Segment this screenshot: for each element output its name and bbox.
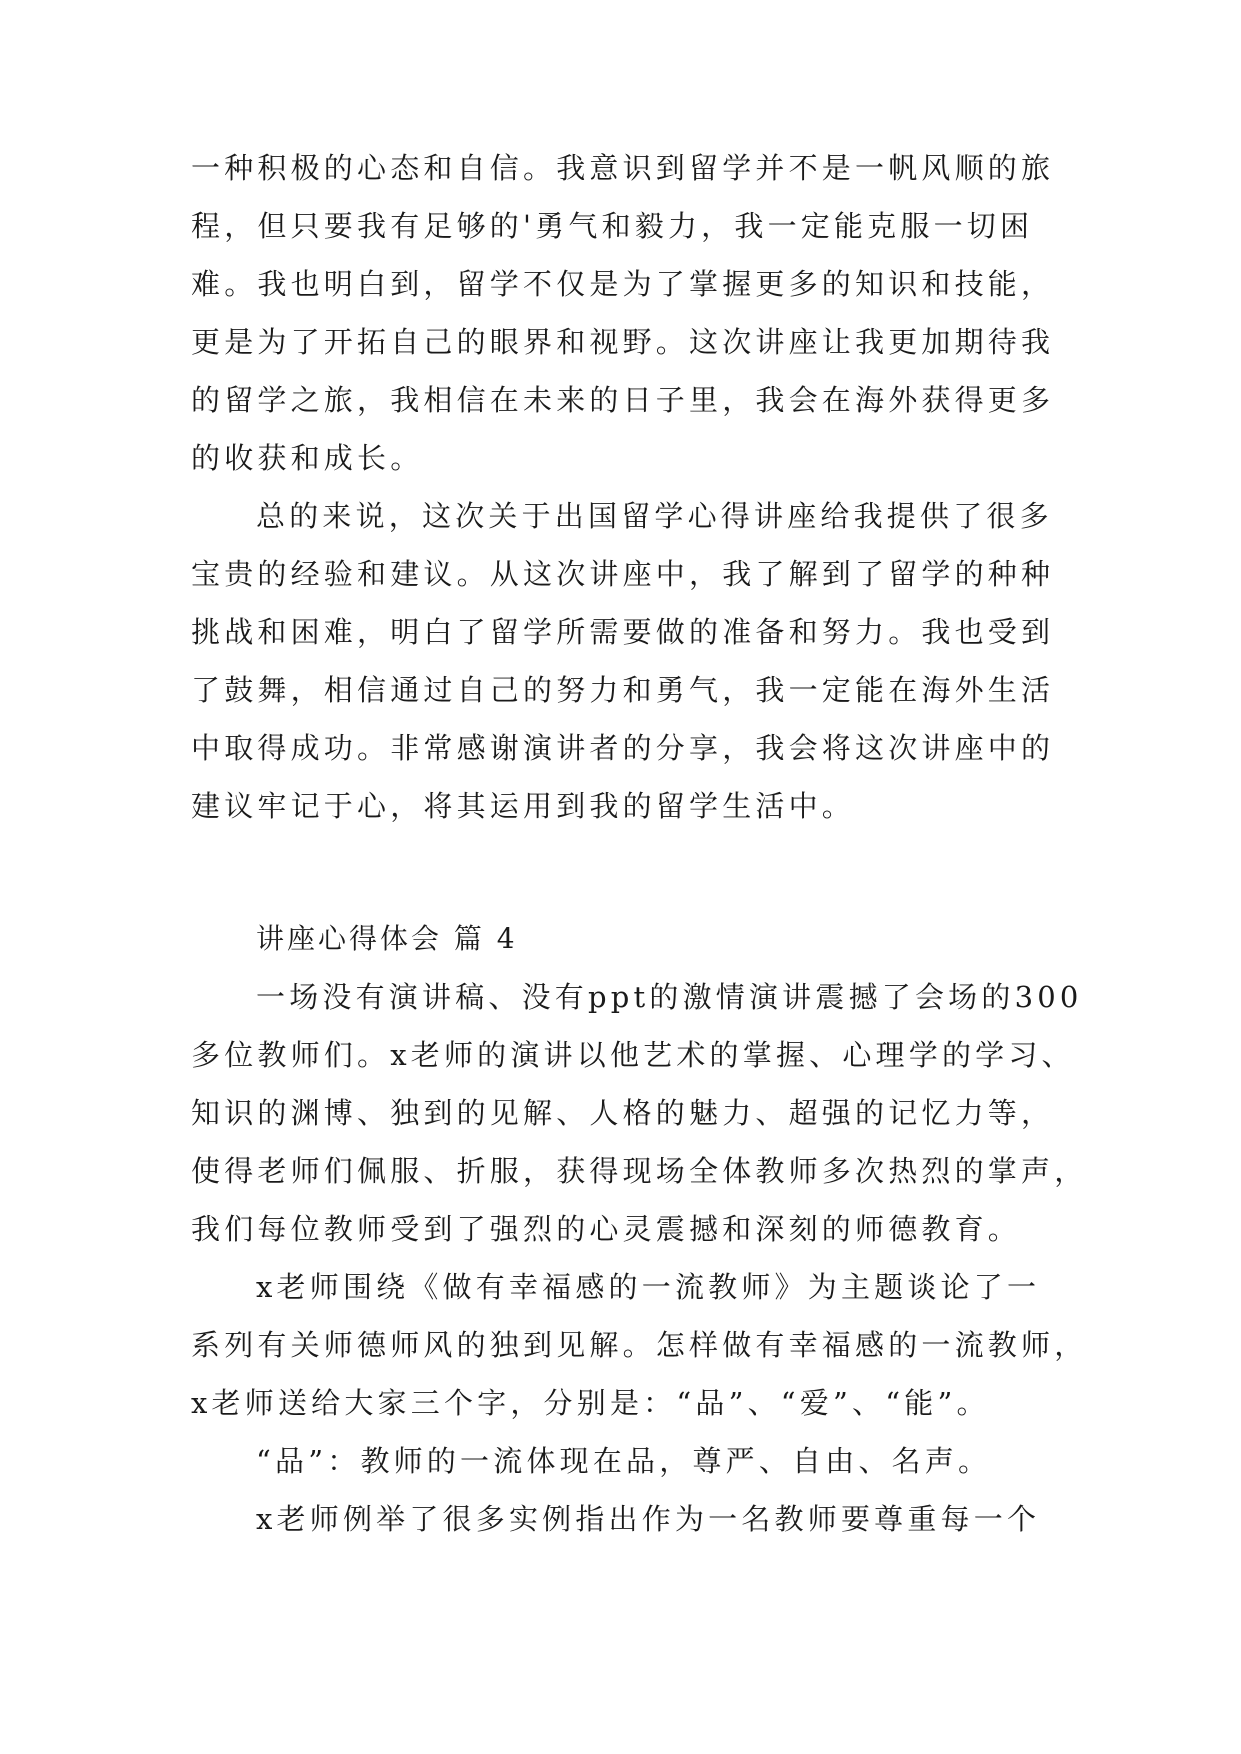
body-text-line: x老师围绕《做有幸福感的一流教师》为主题谈论了一 xyxy=(256,1270,1041,1304)
body-text-line: 建议牢记于心，将其运用到我的留学生活中。 xyxy=(191,789,856,823)
section-title: 讲座心得体会 篇 4 xyxy=(256,922,518,955)
body-text-line: x老师送给大家三个字，分别是：“品”、“爱”、“能”。 xyxy=(191,1386,990,1420)
body-text-line: 多位教师们。x老师的演讲以他艺术的掌握、心理学的学习、 xyxy=(191,1038,1075,1072)
body-text-line: 一场没有演讲稿、没有ppt的激情演讲震撼了会场的300 xyxy=(256,980,1083,1014)
body-text-line: 我们每位教师受到了强烈的心灵震撼和深刻的师德教育。 xyxy=(191,1212,1022,1246)
body-text-line: 的收获和成长。 xyxy=(191,441,424,475)
body-text-line: 一种积极的心态和自信。我意识到留学并不是一帆风顺的旅 xyxy=(191,151,1055,185)
body-text-line: 宝贵的经验和建议。从这次讲座中，我了解到了留学的种种 xyxy=(191,557,1055,591)
body-text-line: 使得老师们佩服、折服，获得现场全体教师多次热烈的掌声， xyxy=(191,1154,1088,1188)
body-text-line: 中取得成功。非常感谢演讲者的分享，我会将这次讲座中的 xyxy=(191,731,1055,765)
body-text-line: 总的来说，这次关于出国留学心得讲座给我提供了很多 xyxy=(256,499,1053,533)
body-text-line: 难。我也明白到，留学不仅是为了掌握更多的知识和技能， xyxy=(191,267,1055,301)
body-text-line: 的留学之旅，我相信在未来的日子里，我会在海外获得更多 xyxy=(191,383,1055,417)
body-text-line: 了鼓舞，相信通过自己的努力和勇气，我一定能在海外生活 xyxy=(191,673,1055,707)
body-text-line: 挑战和困难，明白了留学所需要做的准备和努力。我也受到 xyxy=(191,615,1055,649)
body-text-line: 程，但只要我有足够的'勇气和毅力，我一定能克服一切困 xyxy=(191,209,1034,243)
body-text-line: 更是为了开拓自己的眼界和视野。这次讲座让我更加期待我 xyxy=(191,325,1055,359)
body-text-line: 系列有关师德师风的独到见解。怎样做有幸福感的一流教师， xyxy=(191,1328,1088,1362)
body-text-line: 知识的渊博、独到的见解、人格的魅力、超强的记忆力等， xyxy=(191,1096,1055,1130)
body-text-line: “品”：教师的一流体现在品，尊严、自由、名声。 xyxy=(256,1444,992,1478)
body-text-line: x老师例举了很多实例指出作为一名教师要尊重每一个 xyxy=(256,1502,1041,1536)
